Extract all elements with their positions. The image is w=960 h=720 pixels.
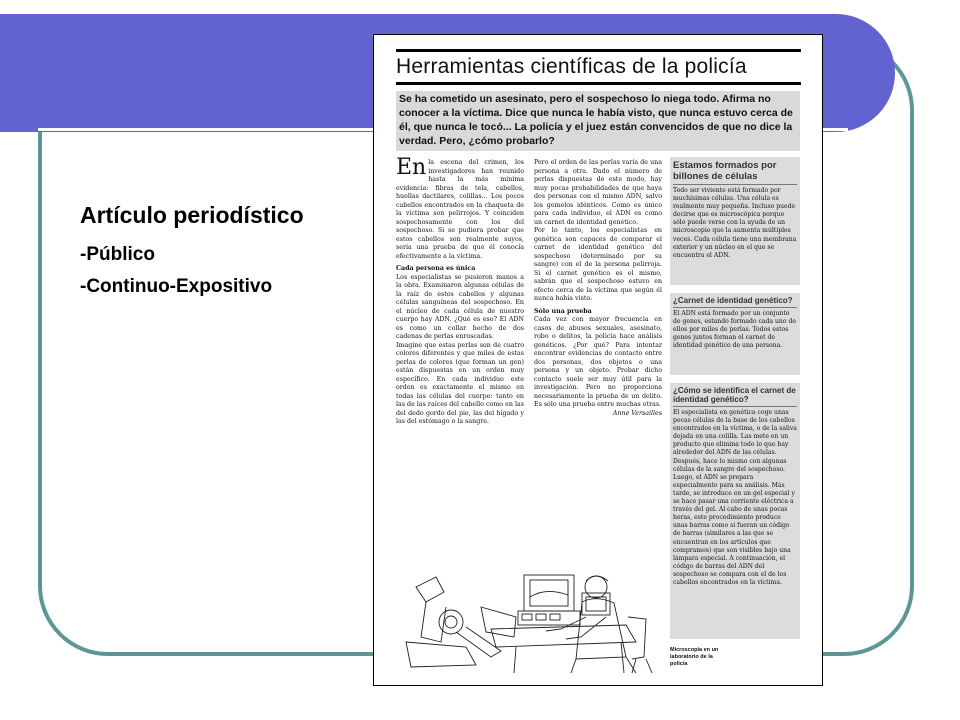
box-genetic-id-text: El ADN está formado por un conjunto de genes, estando formado cada uno de ellos por miles de perlas. Todos estos genes juntos forman el carnet de identidad genético de una persona.	[673, 310, 796, 350]
article-lead: Se ha cometido un asesinato, pero el sospechoso lo niega todo. Afirma no conocer a la víctima. Dice que nunca le había visto, que nunca estuvo cerca de él, que nunca le tocó... La policía y el juez están convencidos de que no dice la verdad. Pero, ¿cómo probarlo?	[396, 91, 800, 151]
sidebar-box-cells	[670, 157, 800, 285]
col2-subheading: Sólo una prueba	[534, 307, 592, 315]
sidebar-box-genetic-id	[670, 293, 800, 375]
slide-heading: Artículo periodístico	[80, 202, 304, 228]
box-identification-text: El especialista en genética coge unas pocas células de la base de los cabellos encontrados en la víctima, o de la saliva dejada en una colilla. Las mete en un producto que elimina todo lo que hay alrededor del ADN de las células. Después, hace lo mismo con algunas células de la sangre del sospechoso. Luego, el ADN se prepara especialmente para su análisis. Más tarde, se introduce en un gel especial y se hace pasar una corriente eléctrica a través del gel. Al cabo de unas pocas horas, este procedimiento produce unas barras como si fueran un código de barras (similares a las que se encuentran en los artículos que compramos) que son visibles bajo una lámpara especial. A continuación, el código de barras del ADN del sospechoso se compara con el de los cabellos encontrados en la víctima.	[673, 409, 797, 586]
box-cells-text: Todo ser viviente está formado por muchísimas células. Una célula es realmente muy pequeña. Incluso puede decirse que es microscópica porque sólo puede verse con la ayuda de un microscopio que la aumenta múltiples veces. Cada célula tiene una membrana exterior y un núcleo en el que se encuentra el ADN.	[673, 187, 797, 259]
illustration-caption: Microscopía en un laboratorio de la policía	[670, 647, 719, 667]
col1-paragraph-2: Los especialistas se pusieron manos a la obra. Examinaron algunas células de la raíz de estos cabellos y algunas células sanguíneas del sospechoso. En el núcleo de cada célula de nuestro cuerpo hay ADN. ¿Qué es eso? El ADN es como un collar hecho de dos cadenas de perlas enroscadas.	[396, 273, 524, 340]
col1-subheading: Cada persona es única	[396, 265, 476, 272]
col2-paragraph-3: Cada vez con mayor frecuencia en casos de abusos sexuales, asesinato, robo o delitos, la policía hace análisis genéticos. ¿Por qué? Para intentar encontrar evidencias de contacto entre dos personas, dos objetos o una persona y un objeto. Probar dicho contacto suele ser muy útil para la investigación. Pero no proporciona necesariamente la prueba de un delito. Es sólo una prueba entre muchas otras.	[534, 316, 662, 408]
article-scan	[373, 34, 823, 686]
col1-paragraph-3: Imagine que estas perlas son de cuatro colores diferentes y que miles de estas perlas de colores (que forman un gen) están dispuestas en un orden muy específico. En cada individuo este orden es exactamente el mismo en todas las células del cuerpo: tanto en las de las raíces del cabello como en las del dedo gordo del pie, las del hígado y las del estómago o la sangre.	[396, 341, 524, 425]
article-column-1	[396, 155, 524, 427]
author-signature: Anne Versailles	[612, 409, 662, 417]
article-title-rule	[396, 49, 801, 85]
lab-microscope-illustration	[396, 547, 668, 675]
box-cells-title: Estamos formados por billones de células	[673, 160, 797, 185]
slide-bullet-publico: -Público	[80, 244, 155, 265]
article-title: Herramientas científicas de la policía	[396, 55, 747, 78]
sidebar-box-identification	[670, 383, 800, 639]
box-identification-title: ¿Cómo se identifica el carnet de identidad genético?	[673, 386, 797, 407]
box-genetic-id-title: ¿Carnet de identidad genético?	[673, 296, 797, 308]
slide-text	[80, 200, 360, 298]
col1-paragraph-1: la escena del crimen, los investigadores han reunido hasta la más mínima evidencia: fibras de tela, cabellos, huellas dactilares, colillas... Los pocos cabellos encontrados en la chaqueta de la víctima son pelirrojos. Y coinciden sospechosamente con los del sospechoso. Si se pudiera probar que estos cabellos son realmente suyos, sería una prueba de que él conocía efectivamente a la víctima.	[396, 159, 524, 260]
col2-paragraph-2: Por lo tanto, los especialistas en genética son capaces de comparar el carnet de identidad genético del sospechoso (determinado por su sangre) con el de la persona pelirroja. Si el carnet genético es el mismo, sabrán que el sospechoso estuvo en efecto cerca de la víctima que según él nunca había visto.	[534, 227, 662, 302]
drop-cap: En	[396, 155, 427, 180]
col2-paragraph-1: Pero el orden de las perlas varía de una persona a otra. Dado el número de perlas dispuestas de este modo, hay muy pocas probabilidades de que haya dos personas con el mismo ADN, salvo los gemelos idénticos. Como es único para cada individuo, el ADN es como un carnet de identidad genético.	[534, 159, 662, 226]
slide-bullet-continuo-expositivo: -Continuo-Expositivo	[80, 276, 273, 297]
article-column-2	[534, 159, 662, 418]
